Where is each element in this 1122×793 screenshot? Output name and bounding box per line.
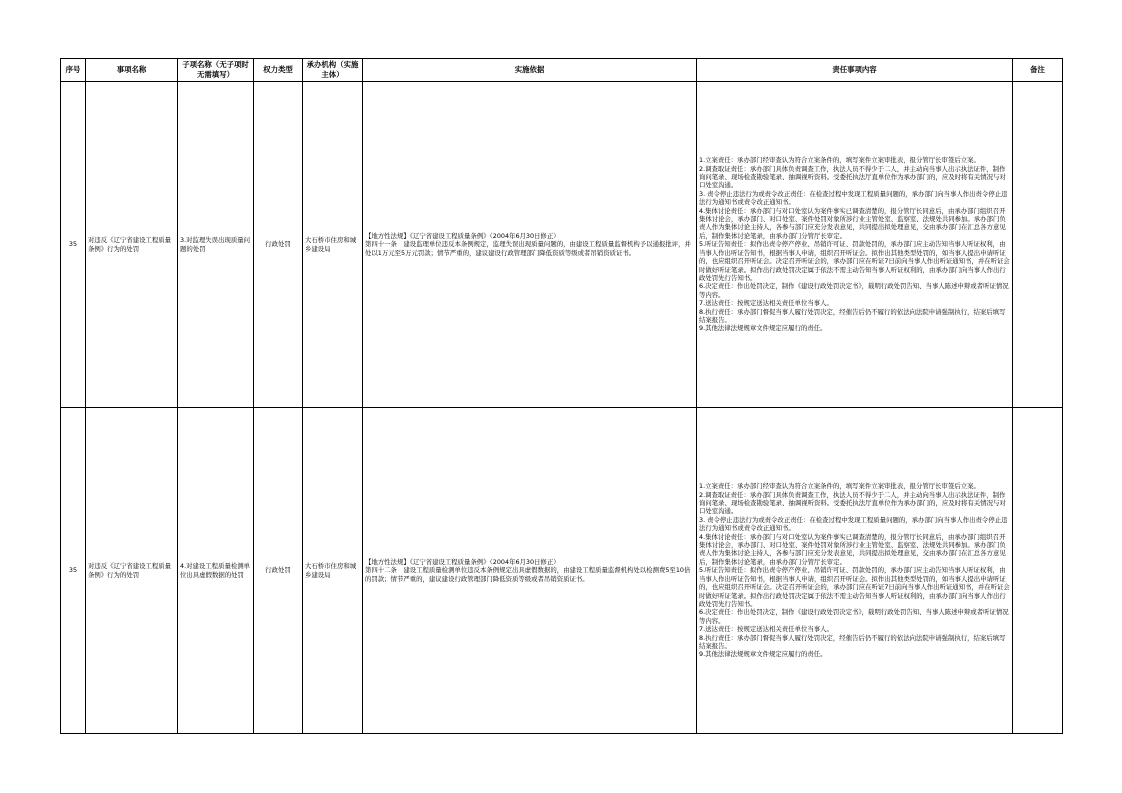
cell-seq: 35 (61, 408, 86, 734)
cell-power-type: 行政处罚 (254, 82, 303, 408)
header-power-type: 权力类型 (254, 59, 303, 82)
header-seq: 序号 (61, 59, 86, 82)
header-item-name: 事项名称 (86, 59, 178, 82)
resp-line: 6.决定责任：作出处罚决定，制作《建设行政处罚决定书》，载明行政处罚告知、当事人陈述申辩或者听证情况等内容。 (699, 282, 1009, 299)
cell-sub-item: 3.对监理失误出现质量问题的处罚 (178, 82, 254, 408)
resp-line: 7.送达责任：按规定送达相关责任单位当事人。 (699, 625, 833, 634)
cell-power-type: 行政处罚 (254, 408, 303, 734)
header-remarks: 备注 (1013, 59, 1063, 82)
resp-line: 1.立案责任：承办部门经审查认为符合立案条件的，填写案件立案审批表，报分管厅长审签后立案。 (699, 156, 980, 165)
cell-responsibility (697, 408, 1013, 734)
resp-line: 1.立案责任：承办部门经审查认为符合立案条件的，填写案件立案审批表，报分管厅长审签后立案。 (699, 482, 980, 491)
header-row (61, 59, 1063, 82)
cell-responsibility (697, 82, 1013, 408)
header-basis: 实施依据 (363, 59, 697, 82)
resp-line: 6.决定责任：作出处罚决定，制作《建设行政处罚决定书》，载明行政处罚告知、当事人陈述申辩或者听证情况等内容。 (699, 608, 1009, 625)
responsibility-table (60, 58, 1063, 734)
resp-line: 4.集体讨论责任：承办部门与对口处室认为案件事实已调查清楚的，报分管厅长同意后，由承办部门组织召开集体讨论会，承办部门、对口处室、案件处罚对象所涉行业主管处室、监察室、法规处共同参加。承办部门负责人作为集体讨论主持人，各参与部门应充分发表意见，共同提出拟处理意见，交由承办部门在汇总各方意见后，制作集体讨论笔录，由承办部门分管厅长审定。 (699, 532, 1006, 566)
cell-basis (363, 82, 697, 408)
resp-line: 3. 责令停止违法行为或责令改正责任：在检查过程中发现工程质量问题的，承办部门向当事人作出责令停止违法行为通知书或责令改正通知书。 (699, 515, 1008, 533)
cell-item-name: 对违反《辽宁省建设工程质量条例》行为的处罚 (86, 82, 178, 408)
resp-line: 7.送达责任：按规定送达相关责任单位当事人。 (699, 299, 833, 308)
resp-line: 4.集体讨论责任：承办部门与对口处室认为案件事实已调查清楚的，报分管厅长同意后，由承办部门组织召开集体讨论会，承办部门、对口处室、案件处罚对象所涉行业主管处室、监察室、法规处共同参加。承办部门负责人作为集体讨论主持人，各参与部门应充分发表意见，共同提出拟处理意见，交由承办部门在汇总各方意见后，制作集体讨论笔录，由承办部门分管厅长审定。 (699, 206, 1006, 240)
header-agency: 承办机构（实施主体） (303, 59, 363, 82)
resp-line: 8.执行责任：承办部门督促当事人履行处罚决定，经催告后仍不履行的依法向法院申请强制执行，结案后填写结案报告。 (699, 633, 1006, 650)
cell-seq: 35 (61, 82, 86, 408)
cell-basis (363, 408, 697, 734)
cell-item-name: 对违反《辽宁省建设工程质量条例》行为的处罚 (86, 408, 178, 734)
resp-line: 3. 责令停止违法行为或责令改正责任：在检查过程中发现工程质量问题的，承办部门向当事人作出责令停止违法行为通知书或责令改正通知书。 (699, 189, 1008, 207)
resp-line: 8.执行责任：承办部门督促当事人履行处罚决定，经催告后仍不履行的依法向法院申请强制执行，结案后填写结案报告。 (699, 307, 1006, 324)
resp-line: 2.调查取证责任：承办部门具体负责调查工作，执法人员不得少于二人，并主动向当事人出示执法证件，制作询问笔录、现场检查勘验笔录、抽调视听资料。受委托执法厅直单位作为承办部门的，应及时将有关情况与对口处室沟通。 (699, 164, 1006, 190)
basis-line: 【地方性法规】《辽宁省建设工程质量条例》（2004年6月30日修正） (365, 557, 560, 566)
header-sub-item: 子项名称（无子项时无需填写） (178, 59, 254, 82)
cell-agency: 大石桥市住房和城乡建设局 (303, 408, 363, 734)
header-responsibility: 责任事项内容 (697, 59, 1013, 82)
basis-line: 【地方性法规】《辽宁省建设工程质量条例》（2004年6月30日修正） (365, 231, 560, 240)
basis-line: 第四十一条 建设监理单位违反本条例规定，监理失误出现质量问题的，由建设工程质量监督机构予以通报批评，并处以1万元至5万元罚款；情节严重的，建议建设行政管理部门降低资质等级或者吊销资质证书。 (365, 240, 691, 257)
cell-remarks (1013, 408, 1063, 734)
resp-line: 2.调查取证责任：承办部门具体负责调查工作，执法人员不得少于二人，并主动向当事人出示执法证件，制作询问笔录、现场检查勘验笔录、抽调视听资料。受委托执法厅直单位作为承办部门的，应及时将有关情况与对口处室沟通。 (699, 490, 1006, 516)
resp-line: 5.听证告知责任：拟作出责令停产停业、吊销许可证、罚款处罚的，承办部门应主动告知当事人听证权利，由当事人作出听证告知书，根据当事人申请，组织召开听证会。拟作出其他类型处罚的，如当事人提出申请听证的，也应组织召开听证会。决定召开听证会的，承办部门应在听证7日前向当事人作出听证通知书，并在听证会时做好听证笔录。拟作出行政处罚决定属于依法不需主动告知当事人听证权利的，由承办部门向当事人作出行政处罚先行告知书。 (699, 566, 1010, 608)
cell-sub-item: 4.对建设工程质量检测单位出具虚假数据的处罚 (178, 408, 254, 734)
resp-line: 9.其他法律法规规章文件规定应履行的责任。 (699, 650, 827, 659)
cell-remarks (1013, 82, 1063, 408)
table-row (61, 82, 1063, 408)
table-row (61, 408, 1063, 734)
basis-line: 第四十二条 建设工程质量检测单位违反本条例规定出具虚假数据的，由建设工程质量监督机构处以检测费5至10倍的罚款；情节严重的，建议建设行政管理部门降低资质等级或者吊销资质证书。 (365, 566, 691, 583)
resp-line: 9.其他法律法规规章文件规定应履行的责任。 (699, 324, 827, 333)
cell-agency: 大石桥市住房和城乡建设局 (303, 82, 363, 408)
resp-line: 5.听证告知责任：拟作出责令停产停业、吊销许可证、罚款处罚的，承办部门应主动告知当事人听证权利，由当事人作出听证告知书，根据当事人申请，组织召开听证会。拟作出其他类型处罚的，如当事人提出申请听证的，也应组织召开听证会。决定召开听证会的，承办部门应在听证7日前向当事人作出听证通知书，并在听证会时做好听证笔录。拟作出行政处罚决定属于依法不需主动告知当事人听证权利的，由承办部门向当事人作出行政处罚先行告知书。 (699, 240, 1010, 282)
